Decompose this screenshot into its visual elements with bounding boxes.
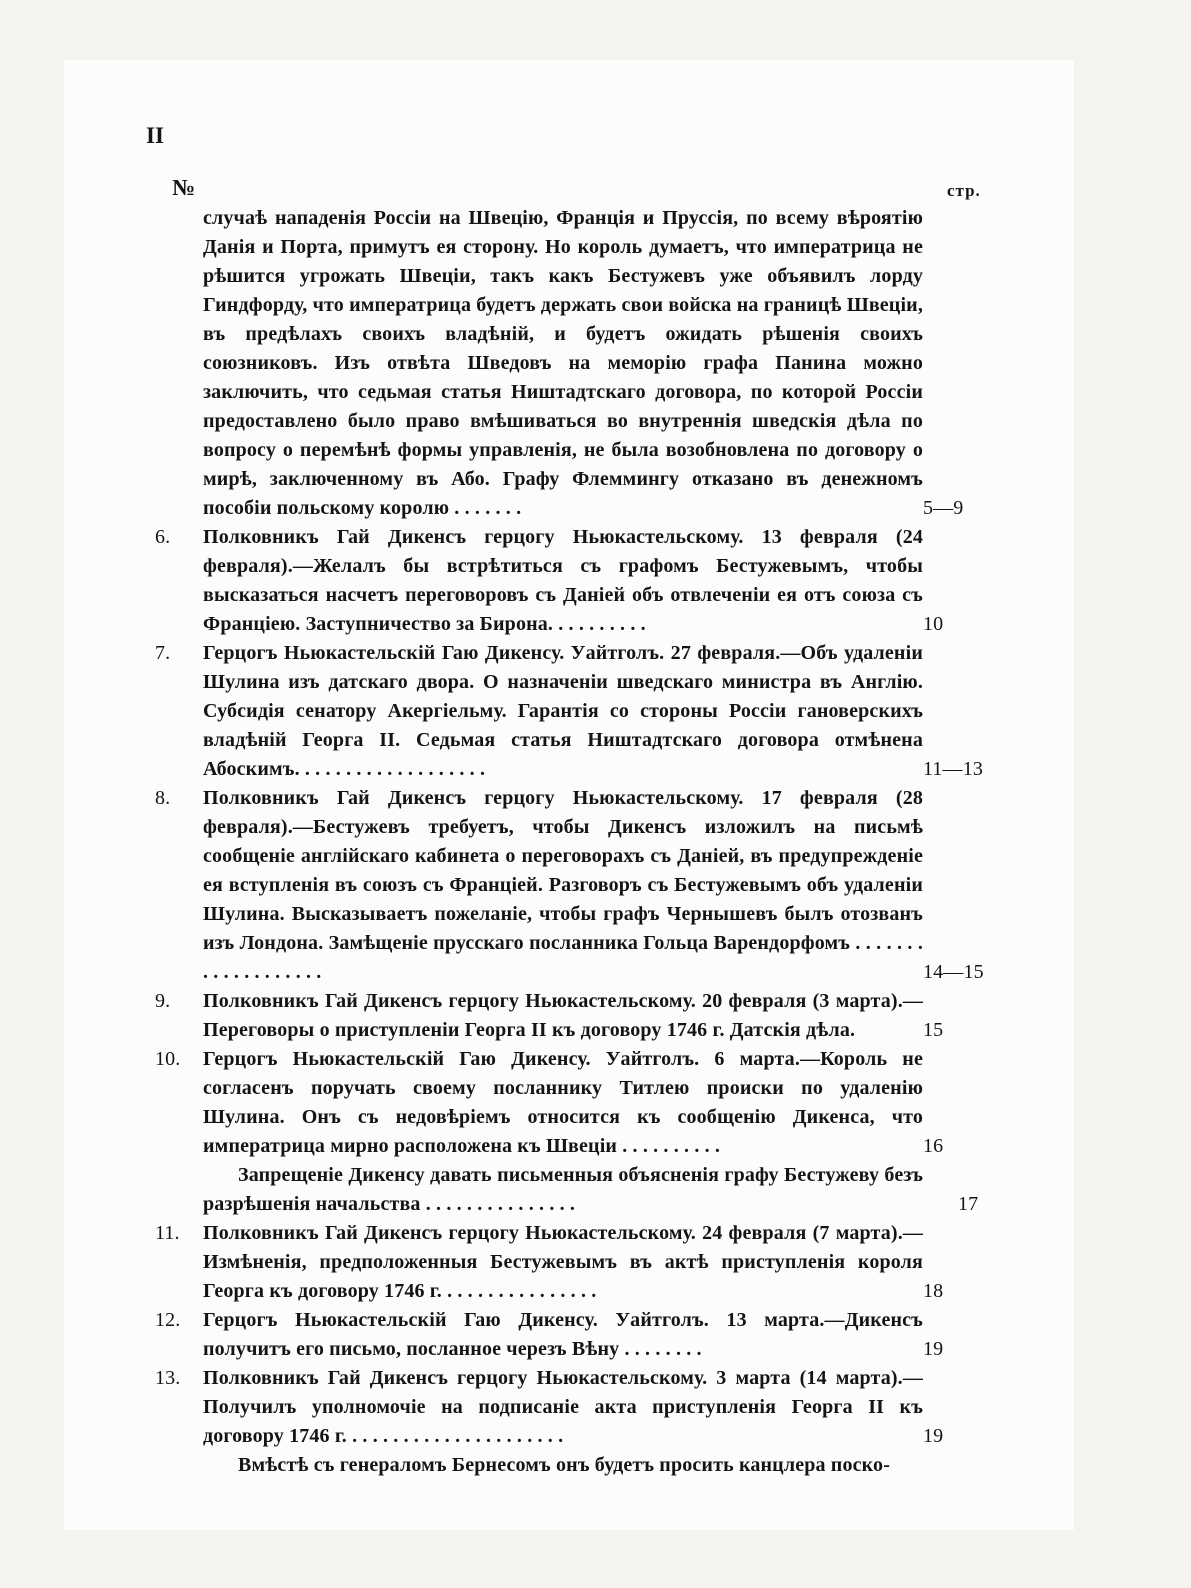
toc-entry-7 (155, 639, 985, 784)
toc-entry-number: 11. (155, 1222, 180, 1244)
toc-entry-9 (155, 987, 985, 1045)
toc-entry-10 (155, 1045, 985, 1161)
toc-entry-6 (155, 523, 985, 639)
toc-entry-page: 11—13 (923, 758, 984, 780)
toc-entry-text: Герцогъ Ньюкастельскій Гаю Дикенсу. Уайтголъ. 13 марта.—Дикенсъ получитъ его письмо, посланное черезъ Вѣну . . . . . . . . (203, 1309, 923, 1360)
toc-entry-number: 9. (155, 990, 171, 1012)
toc-entry-13 (155, 1364, 985, 1451)
table-of-contents (155, 204, 985, 1480)
toc-entry-number: 13. (155, 1367, 181, 1389)
toc-entry-page: 14—15 (923, 961, 984, 983)
toc-entry-continued (155, 204, 985, 523)
toc-entry-text: Вмѣстѣ съ генераломъ Бернесомъ онъ будетъ просить канцлера поско- (238, 1454, 891, 1476)
toc-entry-number: 6. (155, 526, 171, 548)
column-header-page: стр. (947, 181, 981, 200)
toc-entry-text: Полковникъ Гай Дикенсъ герцогу Ньюкастельскому. 24 февраля (7 марта).— Измѣненія, предположенныя Бестужевымъ въ актѣ приступленія короля Георга къ договору 1746 г. . . . . . . . . . . . . . . . (203, 1222, 923, 1302)
toc-entry-text: Полковникъ Гай Дикенсъ герцогу Ньюкастельскому. 20 февраля (3 марта).— Переговоры о приступленіи Георга II къ договору 1746 г. Датскія дѣла. (203, 990, 923, 1041)
toc-entry-page: 10 (923, 613, 944, 635)
toc-entry-number: 10. (155, 1048, 181, 1070)
toc-entry-text: Полковникъ Гай Дикенсъ герцогу Ньюкастельскому. 3 марта (14 марта).— Получилъ уполномочіе на подписаніе акта приступленія Георга II къ договору 1746 г. . . . . . . . . . . . . . . . . . . . . . (203, 1367, 923, 1447)
toc-entry-page: 15 (923, 1019, 944, 1041)
toc-subentry-13 (155, 1451, 985, 1480)
toc-entry-page: 17 (958, 1193, 979, 1215)
toc-entry-12 (155, 1306, 985, 1364)
toc-entry-number: 7. (155, 642, 171, 664)
toc-entry-page: 19 (923, 1338, 944, 1360)
toc-entry-page: 5—9 (923, 497, 964, 519)
toc-entry-text: случаѣ нападенія Россіи на Швецію, Франція и Пруссія, по всему вѣроятію Данія и Порта, примутъ ея сторону. Но король думаетъ, что императрица не рѣшится угрожать Швеціи, такъ какъ Бестужевъ уже объявилъ лорду Гиндфорду, что императрица будетъ держать свои войска на границѣ Швеціи, въ предѣлахъ своихъ владѣній, и будетъ ожидать рѣшенія своихъ союзниковъ. Изъ отвѣта Шведовъ на меморію графа Панина можно заключить, что седьмая статья Ништадтскаго договора, по которой Россіи предоставлено было право вмѣшиваться во внутреннія шведскія дѣла по вопросу о перемѣнѣ формы управленія, не была возобновлена по договору о мирѣ, заключенному въ Або. Графу Флеммингу отказано въ денежномъ пособіи польскому королю . . . . . . . (203, 207, 923, 519)
toc-entry-page: 18 (923, 1280, 944, 1302)
toc-entry-number: 8. (155, 787, 171, 809)
toc-entry-page: 16 (923, 1135, 944, 1157)
toc-subentry-10 (155, 1161, 985, 1219)
toc-entry-11 (155, 1219, 985, 1306)
toc-entry-text: Полковникъ Гай Дикенсъ герцогу Ньюкастельскому. 17 февраля (28 февраля).—Бестужевъ требуетъ, чтобы Дикенсъ изложилъ на письмѣ сообщеніе англійскаго кабинета о переговорахъ съ Даніей, въ предупрежденіе ея вступленія въ союзъ съ Франціей. Разговоръ съ Бестужевымъ объ удаленіи Шулина. Высказываетъ пожеланіе, чтобы графъ Чернышевъ былъ отозванъ изъ Лондона. Замѣщеніе прусскаго посланника Гольца Варендорфомъ . . . . . . . . . . . . . . . . . . . (203, 787, 923, 983)
toc-entry-text: Герцогъ Ньюкастельскій Гаю Дикенсу. Уайтголъ. 6 марта.—Король не согласенъ поручать своему посланнику Титлею происки по удаленію Шулина. Онъ съ недовѣріемъ относится къ сообщенію Дикенса, что императрица мирно расположена къ Швеціи . . . . . . . . . . (203, 1048, 923, 1157)
toc-entry-text: Герцогъ Ньюкастельскій Гаю Дикенсу. Уайтголъ. 27 февраля.—Объ удаленіи Шулина изъ датскаго двора. О назначеніи шведскаго министра въ Англію. Субсидія сенатору Акергіельму. Гарантія со стороны Россіи гановерскихъ владѣній Георга II. Седьмая статья Ништадтскаго договора отмѣнена Абоскимъ. . . . . . . . . . . . . . . . . . . (203, 642, 923, 780)
page-number: II (146, 123, 164, 148)
toc-entry-text: Полковникъ Гай Дикенсъ герцогу Ньюкастельскому. 13 февраля (24 февраля).—Желалъ бы встрѣтиться съ графомъ Бестужевымъ, чтобы высказаться насчетъ переговоровъ съ Даніей объ отвлеченіи ея отъ союза съ Франціею. Заступничество за Бирона. . . . . . . . . . (203, 526, 923, 635)
toc-entry-number: 12. (155, 1309, 181, 1331)
toc-entry-8 (155, 784, 985, 987)
column-header-number: № (172, 175, 196, 200)
toc-entry-text: Запрещеніе Дикенсу давать письменныя объясненія графу Бестужеву безъ разрѣшенія начальства . . . . . . . . . . . . . . . (203, 1164, 923, 1215)
toc-entry-page: 19 (923, 1425, 944, 1447)
